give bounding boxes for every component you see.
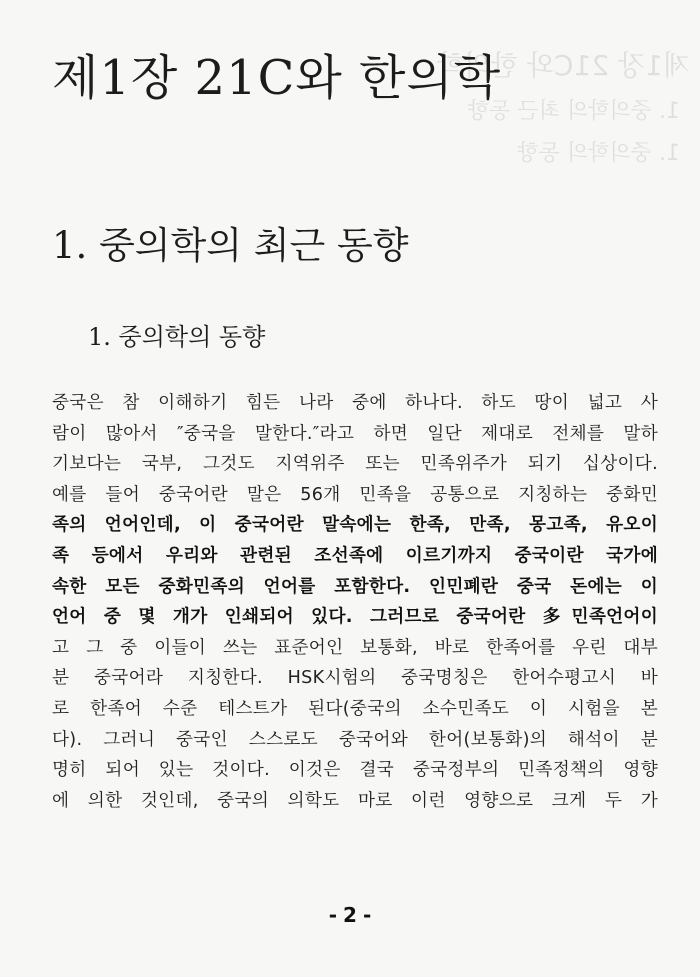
text-line: 족 등에서 우리와 관련된 조선족에 이르기까지 중국이란 국가에 (52, 545, 658, 566)
text-line: 로 한족어 수준 테스트가 된다(중국의 소수민족도 이 시험을 본 (52, 698, 658, 719)
text-line: 에 의한 것인데, 중국의 의학도 마로 이런 영향으로 크게 두 가 (52, 790, 658, 811)
text-line: 속한 모든 중화민족의 언어를 포함한다. 인민폐란 중국 돈에는 이 (52, 576, 658, 597)
text-line: 족의 언어인데, 이 중국어란 말속에는 한족, 만족, 몽고족, 유오이 (52, 515, 658, 536)
page-number (0, 903, 700, 927)
chapter-title: 제1장 21C와 한의학 (52, 50, 502, 106)
page-number-value: 2 (343, 903, 357, 927)
bleed-line: 1. 중의학의 최근 동향 (468, 99, 680, 124)
text-line: 기보다는 국부, 그것도 지역위주 또는 민족위주가 되기 십상이다. (52, 454, 658, 475)
bleed-chapter-title: 제1장 21C와 한의학 (436, 49, 690, 82)
section-title: 1. 중의학의 최근 동향 (52, 224, 409, 267)
text-line: 중국은 참 이해하기 힘든 나라 중에 하나다. 하도 땅이 넓고 사 (52, 393, 658, 413)
subsection-title: 1. 중의학의 동향 (88, 323, 266, 351)
text-line: 명히 되어 있는 것이다. 이것은 결국 중국정부의 민족정책의 영향 (52, 760, 658, 781)
text-line: 분 중국어라 지칭한다. HSK시험의 중국명칭은 한어수평고시 바 (52, 668, 658, 689)
text-line: 다). 그러니 중국인 스스로도 중국어와 한어(보통화)의 해석이 분 (52, 729, 658, 750)
bleed-line: 1. 중의학의 동향 (517, 141, 680, 166)
text-line: 예를 들어 중국어란 말은 56개 민족을 공통으로 지칭하는 중화민 (52, 484, 658, 505)
text-line: 언어 중 몇 개가 인쇄되어 있다. 그러므로 중국어란 多민족언어이 (52, 607, 658, 628)
page-number-dash: - (328, 903, 338, 927)
text-line: 람이 많아서 ″중국을 말한다.″라고 하면 일단 제대로 전체를 말하 (52, 423, 658, 444)
text-line: 고 그 중 이들이 쓰는 표준어인 보통화, 바로 한족어를 우린 대부 (52, 637, 658, 658)
body-paragraph (52, 388, 658, 816)
page-number-dash: - (362, 903, 372, 927)
